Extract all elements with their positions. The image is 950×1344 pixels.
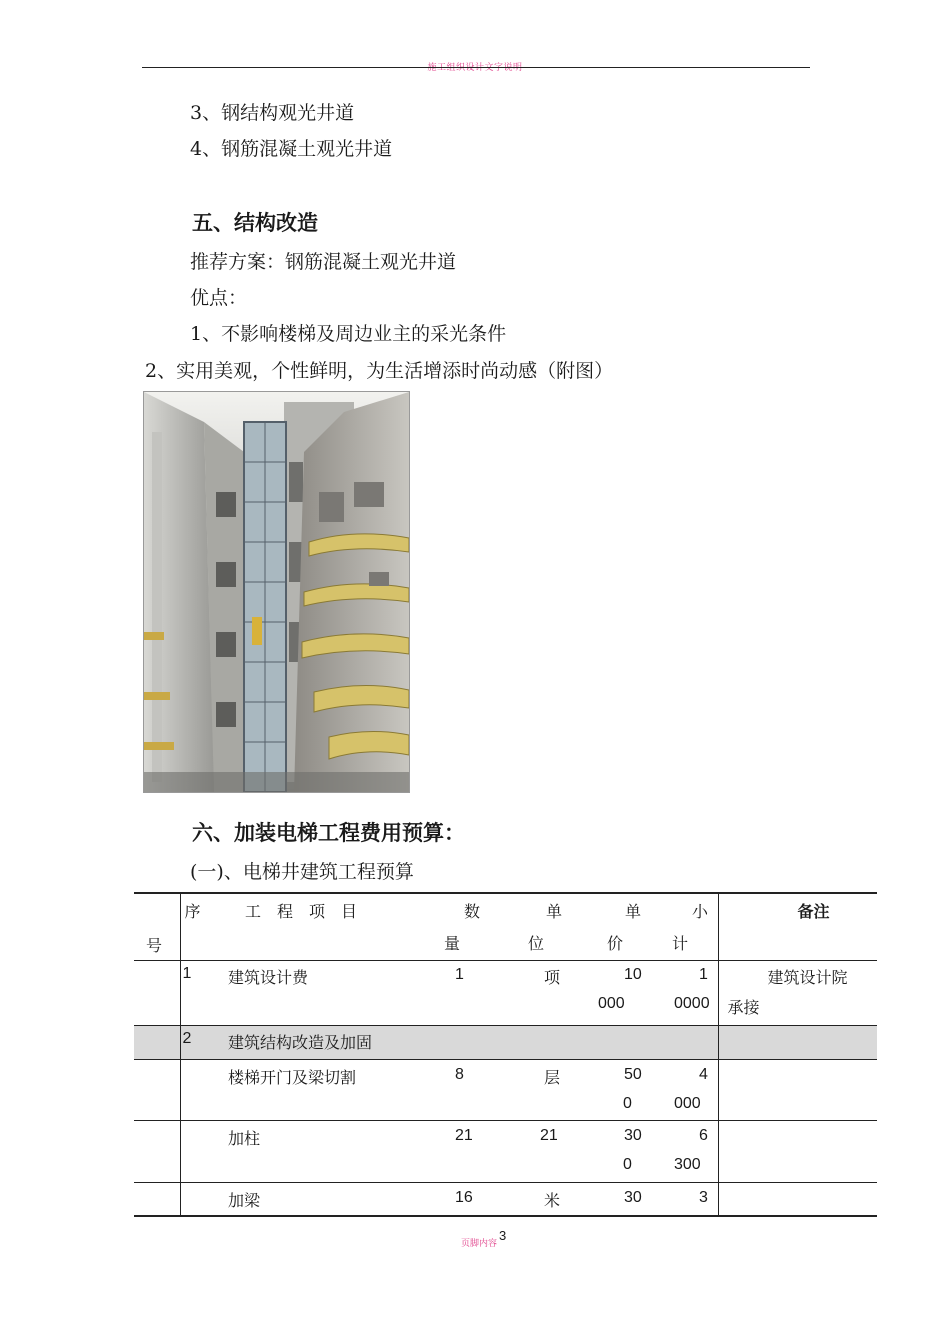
table-header-row (134, 893, 877, 961)
row1-sub-a: 1 (699, 966, 708, 983)
header-seq-top: 序 (184, 902, 201, 921)
row3-qty: 8 (455, 1066, 464, 1083)
list-item-4: 4、钢筋混凝土观光井道 (190, 138, 393, 160)
row3-sub-a: 4 (699, 1066, 708, 1083)
row4-price-b: 0 (623, 1156, 632, 1173)
row1-price-a: 10 (624, 966, 642, 983)
row3-unit: 层 (544, 1068, 561, 1087)
section-6-heading: 六、加装电梯工程费用预算： (192, 820, 465, 845)
row3-price-a: 50 (624, 1066, 642, 1083)
row4-item: 加柱 (228, 1129, 261, 1148)
header-price-top: 单 (625, 902, 642, 921)
header-qty-bottom: 量 (444, 934, 461, 953)
row3-item: 楼梯开门及梁切割 (228, 1068, 357, 1087)
header-rule (142, 67, 810, 68)
elevator-shaft-photo (143, 391, 410, 793)
row1-item: 建筑设计费 (228, 968, 309, 987)
budget-table (134, 892, 877, 1217)
row1-seq: 1 (182, 965, 192, 982)
row5-item: 加梁 (228, 1191, 261, 1210)
row4-qty: 21 (455, 1127, 473, 1144)
section-5-heading: 五、结构改造 (192, 210, 318, 235)
advantage-2: 2、实用美观，个性鲜明，为生活增添时尚动感（附图） (145, 360, 614, 382)
list-item-3: 3、钢结构观光井道 (190, 102, 355, 124)
row4-sub-a: 6 (699, 1127, 708, 1144)
row5-qty: 16 (455, 1189, 473, 1206)
row5-unit: 米 (544, 1191, 561, 1210)
table-row (134, 1183, 877, 1217)
elevator-shaft-illustration (144, 392, 409, 792)
row1-price-b: 000 (598, 995, 625, 1012)
table-row (134, 1060, 877, 1121)
table-row (134, 1026, 877, 1060)
row1-qty: 1 (455, 966, 464, 983)
header-subtotal-bottom: 计 (672, 934, 689, 953)
page-footer-text: 页脚内容 (461, 1239, 498, 1249)
table-row (134, 961, 877, 1026)
row4-sub-b: 300 (674, 1156, 701, 1173)
header-qty-top: 数 (464, 902, 481, 921)
header-item: 工 程 项 目 (245, 902, 358, 921)
row2-seq: 2 (182, 1030, 192, 1047)
table-row (134, 1121, 877, 1183)
row1-remark-b: 承接 (727, 998, 760, 1017)
header-price-bottom: 价 (607, 934, 624, 953)
row3-sub-b: 000 (674, 1095, 701, 1112)
header-unit-bottom: 位 (528, 934, 545, 953)
row5-price-a: 30 (624, 1189, 642, 1206)
header-seq-bottom: 号 (146, 936, 163, 955)
page-header-text: 施工组织设计文字说明 (427, 63, 523, 73)
row4-price-a: 30 (624, 1127, 642, 1144)
row1-unit: 项 (544, 968, 561, 987)
row3-price-b: 0 (623, 1095, 632, 1112)
header-remark: 备注 (797, 902, 830, 921)
section-6-subheading: (一)、电梯井建筑工程预算 (190, 861, 414, 883)
header-unit-top: 单 (546, 902, 563, 921)
row4-unit: 21 (540, 1127, 558, 1144)
row1-sub-b: 0000 (674, 995, 710, 1012)
page-number: 3 (499, 1228, 507, 1243)
advantages-label: 优点： (190, 287, 248, 309)
recommend-text: 推荐方案：钢筋混凝土观光井道 (190, 251, 457, 273)
header-subtotal-top: 小 (692, 902, 709, 921)
row5-sub-a: 3 (699, 1189, 708, 1206)
advantage-1: 1、不影响楼梯及周边业主的采光条件 (190, 323, 507, 345)
row1-remark-a: 建筑设计院 (767, 968, 848, 987)
row2-item: 建筑结构改造及加固 (228, 1033, 373, 1052)
